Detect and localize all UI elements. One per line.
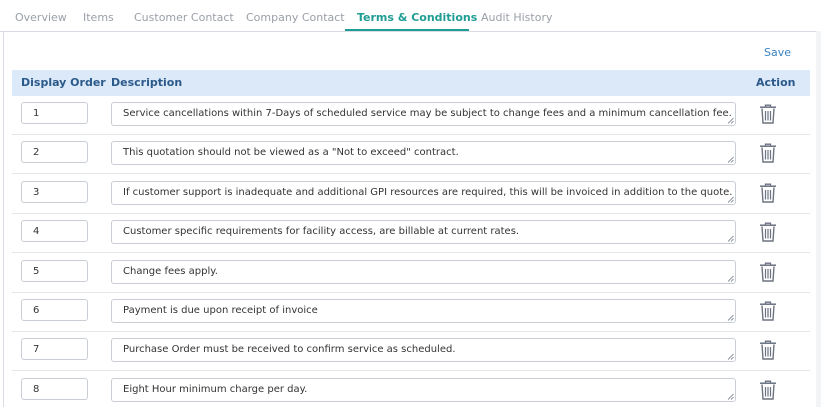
display-order-input[interactable]: 3 <box>21 181 88 203</box>
display-order-input[interactable]: 6 <box>21 299 88 321</box>
description-input[interactable] <box>111 338 736 362</box>
table-row <box>12 331 810 371</box>
table-row <box>12 174 810 214</box>
table-header <box>12 70 810 96</box>
trash-icon[interactable] <box>759 104 777 124</box>
tab-customer-contact[interactable]: Customer Contact <box>134 11 234 24</box>
display-order-input[interactable]: 4 <box>21 220 88 242</box>
trash-icon[interactable] <box>759 262 777 282</box>
table-row <box>12 292 810 332</box>
resize-grip-icon[interactable] <box>727 314 734 321</box>
display-order-input[interactable]: 8 <box>21 378 88 400</box>
resize-grip-icon[interactable] <box>727 235 734 242</box>
description-input[interactable] <box>111 378 736 402</box>
tab-terms-conditions[interactable]: Terms & Conditions <box>357 11 478 24</box>
trash-icon[interactable] <box>759 183 777 203</box>
scrollbar[interactable] <box>816 31 821 407</box>
trash-icon[interactable] <box>759 143 777 163</box>
description-text: Purchase Order must be received to confirm service as scheduled. <box>123 344 456 356</box>
description-text: Customer specific requirements for facility access, are billable at current rates. <box>123 226 520 238</box>
resize-grip-icon[interactable] <box>727 275 734 282</box>
description-input[interactable] <box>111 260 736 284</box>
description-text: Service cancellations within 7-Days of scheduled service may be subject to change fees and a minimum cancellation fee. <box>123 108 732 119</box>
description-text: Change fees apply. <box>123 265 218 277</box>
description-input[interactable] <box>111 141 736 165</box>
description-input[interactable] <box>111 181 736 205</box>
header-action: Action <box>756 76 796 89</box>
description-input[interactable] <box>111 220 736 244</box>
description-input[interactable] <box>111 299 736 323</box>
tab-overview[interactable]: Overview <box>15 11 67 24</box>
description-text: Payment is due upon receipt of invoice <box>123 305 318 316</box>
table-row <box>12 95 810 135</box>
display-order-input[interactable]: 7 <box>21 338 88 360</box>
header-description: Description <box>111 76 183 89</box>
header-display-order: Display Order <box>21 76 106 89</box>
tab-bar <box>0 0 821 32</box>
table-row <box>12 371 810 407</box>
tab-items[interactable]: Items <box>83 11 114 24</box>
trash-icon[interactable] <box>759 380 777 400</box>
trash-icon[interactable] <box>759 340 777 360</box>
resize-grip-icon[interactable] <box>727 156 734 163</box>
description-text: If customer support is inadequate and additional GPI resources are required, this will be invoiced in addition to the quote. <box>123 186 733 198</box>
resize-grip-icon[interactable] <box>727 117 734 124</box>
display-order-input[interactable]: 2 <box>21 141 88 163</box>
tab-audit-history[interactable]: Audit History <box>481 11 553 24</box>
resize-grip-icon[interactable] <box>727 196 734 203</box>
trash-icon[interactable] <box>759 301 777 321</box>
resize-grip-icon[interactable] <box>727 393 734 400</box>
table-row <box>12 134 810 174</box>
table-row <box>12 213 810 253</box>
trash-icon[interactable] <box>759 222 777 242</box>
description-text: Eight Hour minimum charge per day. <box>123 383 308 395</box>
display-order-input[interactable]: 1 <box>21 102 88 124</box>
table-row <box>12 253 810 293</box>
resize-grip-icon[interactable] <box>727 353 734 360</box>
display-order-input[interactable]: 5 <box>21 260 88 282</box>
save-button[interactable]: Save <box>763 46 791 59</box>
description-text: This quotation should not be viewed as a "Not to exceed" contract. <box>123 147 459 159</box>
tab-company-contact[interactable]: Company Contact <box>246 11 345 24</box>
description-input[interactable] <box>111 102 736 126</box>
terms-panel <box>3 31 818 407</box>
